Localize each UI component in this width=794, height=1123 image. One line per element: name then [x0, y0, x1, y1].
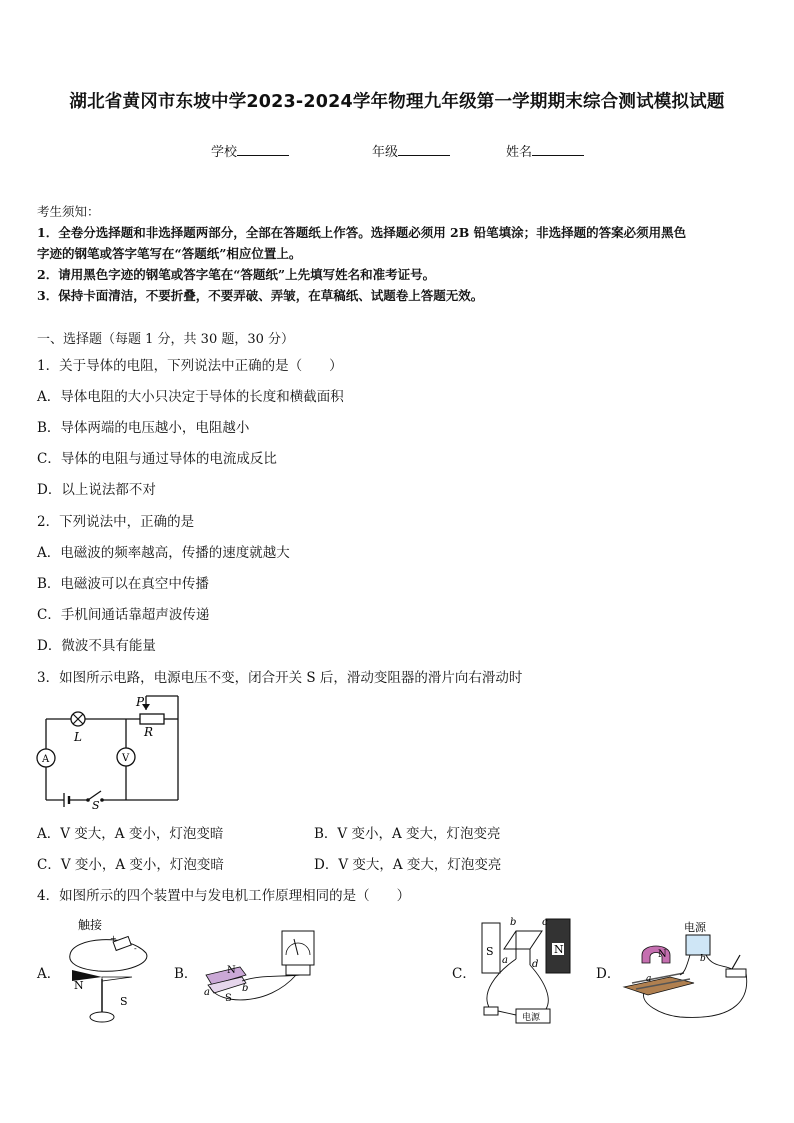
galvanometer-icon: [282, 931, 314, 965]
battery-icon: [64, 793, 69, 807]
label-V: V: [122, 753, 130, 764]
svg-text:+: +: [110, 934, 117, 943]
q4-stem: 4．如图所示的四个装置中与发电机工作原理相同的是（ ）: [37, 888, 411, 904]
name-label: 姓名: [506, 145, 533, 160]
q3-option-a: A．V 变大，A 变小，灯泡变暗: [37, 826, 224, 842]
svg-text:-: -: [134, 944, 137, 953]
notice-heading: 考生须知：: [37, 204, 100, 219]
fig-a-label-touch: 触接: [78, 918, 103, 932]
q3-option-d: D．V 变大，A 变大，灯泡变亮: [314, 857, 502, 873]
section-heading: 一、选择题（每题 1 分，共 30 题，30 分）: [37, 332, 295, 347]
q4-option-d: D．: [596, 966, 621, 982]
svg-text:a: a: [646, 974, 652, 984]
q2-stem: 2．下列说法中，正确的是: [37, 514, 195, 530]
q3-option-b: B．V 变小，A 变大，灯泡变亮: [314, 826, 501, 842]
svg-text:N: N: [554, 943, 564, 956]
switch-icon: [484, 1007, 498, 1015]
notice-line-2: 2．请用黑色字迹的钢笔或答字笔在“答题纸”上先填写姓名和准考证号。: [37, 267, 436, 282]
q3-option-c: C．V 变小，A 变小，灯泡变暗: [37, 857, 224, 873]
switch-contact-right: [100, 798, 104, 802]
q2-option-a: A．电磁波的频率越高，传播的速度就越大: [37, 545, 290, 561]
svg-text:N: N: [227, 965, 236, 976]
q4-figure-b: [198, 925, 318, 1025]
q4-option-b: B．: [174, 966, 198, 982]
notice-line-1b: 字迹的钢笔或答字笔写在“答题纸”相应位置上。: [37, 246, 302, 261]
svg-text:电源: 电源: [522, 1013, 541, 1023]
name-field: [506, 141, 584, 160]
power-source-icon: [686, 935, 710, 955]
notice-line-3: 3．保持卡面清洁，不要折叠，不要弄破、弄皱，在草稿纸、试题卷上答题无效。: [37, 288, 484, 303]
school-label: 学校: [211, 145, 238, 160]
grade-label: 年级: [372, 145, 399, 160]
label-L: L: [74, 730, 82, 744]
q1-option-d: D．以上说法都不对: [37, 482, 156, 498]
switch-icon: [726, 969, 746, 977]
q3-circuit-diagram: [36, 692, 186, 810]
label-S: S: [92, 799, 100, 810]
svg-text:b: b: [510, 917, 517, 928]
q2-option-b: B．电磁波可以在真空中传播: [37, 576, 209, 592]
svg-text:b: b: [700, 954, 706, 964]
label-R: R: [144, 725, 154, 739]
name-blank: [532, 143, 584, 156]
svg-text:电源: 电源: [684, 921, 706, 934]
q4-figure-a: [58, 915, 158, 1027]
label-A: A: [42, 754, 50, 765]
q4-option-c: C．: [452, 966, 476, 982]
q2-option-c: C．手机间通话靠超声波传递: [37, 607, 210, 623]
svg-text:a: a: [204, 987, 210, 998]
grade-blank: [398, 143, 450, 156]
svg-text:N: N: [74, 979, 84, 992]
page-title: 湖北省黄冈市东坡中学2023-2024学年物理九年级第一学期期末综合测试模拟试题: [69, 92, 725, 112]
svg-text:b: b: [242, 983, 249, 994]
switch-contact-left: [86, 798, 90, 802]
school-field: [211, 141, 289, 160]
svg-text:S: S: [225, 993, 232, 1004]
q3-stem: 3．如图所示电路，电源电压不变，闭合开关 S 后，滑动变阻器的滑片向右滑动时: [37, 670, 523, 686]
q4-option-a: A．: [37, 966, 61, 982]
svg-text:N: N: [658, 949, 667, 960]
grade-field: [372, 141, 450, 160]
q4-figure-c: [476, 913, 586, 1028]
svg-text:S: S: [486, 945, 494, 958]
q4-figure-d: [620, 917, 750, 1025]
q2-option-d: D．微波不具有能量: [37, 638, 156, 654]
q1-stem: 1．关于导体的电阻，下列说法中正确的是（ ）: [37, 358, 343, 374]
q1-option-a: A．导体电阻的大小只决定于导体的长度和横截面积: [37, 389, 344, 405]
lamp-icon: [71, 712, 85, 726]
svg-text:S: S: [120, 995, 128, 1008]
notice-line-1: 1．全卷分选择题和非选择题两部分，全部在答题纸上作答。选择题必须用 2B 铅笔填涂；非选择题的答案必须用黑色: [37, 225, 687, 240]
school-blank: [237, 143, 289, 156]
svg-text:a: a: [502, 955, 508, 966]
q1-option-b: B．导体两端的电压越小，电阻越小: [37, 420, 250, 436]
label-P: P: [136, 695, 145, 709]
svg-text:d: d: [532, 959, 539, 970]
svg-text:c: c: [542, 917, 548, 928]
q1-option-c: C．导体的电阻与通过导体的电流成反比: [37, 451, 277, 467]
